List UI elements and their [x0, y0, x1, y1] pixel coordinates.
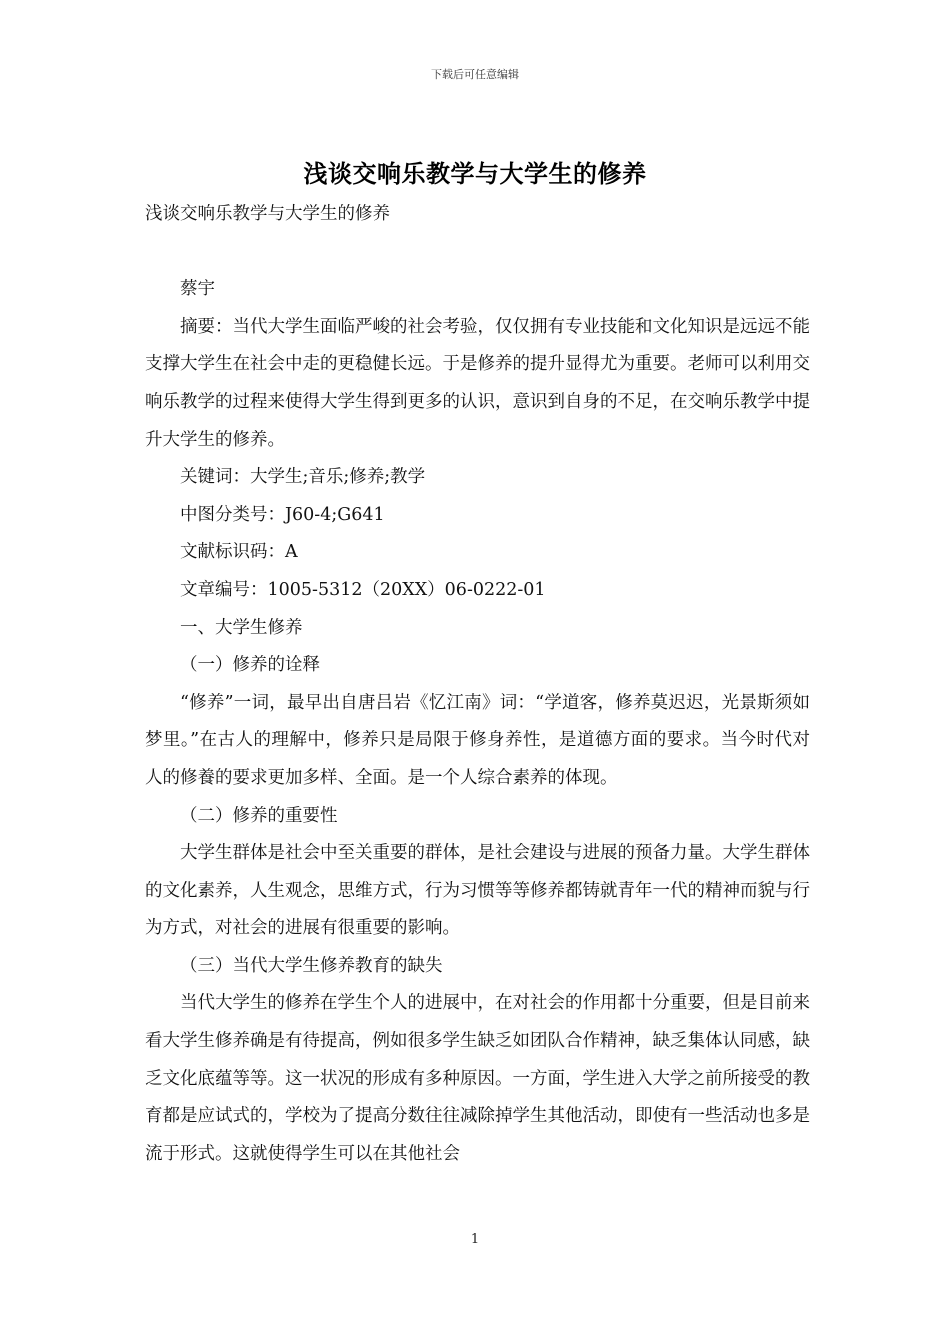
- document-subtitle: 浅谈交响乐教学与大学生的修养: [145, 204, 390, 224]
- abstract-paragraph: 摘要：当代大学生面临严峻的社会考验，仅仅拥有专业技能和文化知识是远远不能支撑大学生在社会中走的更稳健长远。于是修养的提升显得尤为重要。老师可以利用交响乐教学的过程来使得大学生得到更多的认识，意识到自身的不足，在交响乐教学中提升大学生的修养。: [145, 316, 810, 450]
- blank-line: [145, 234, 810, 272]
- subsection-heading-2: （二）修养的重要性: [180, 805, 338, 826]
- clc-number-line: 中图分类号：J60-4;G641: [180, 504, 385, 525]
- document-body: [145, 196, 810, 1173]
- subsection-body-2: 大学生群体是社会中至关重要的群体，是社会建设与进展的预备力量。大学生群体的文化素养，人生观念，思维方式，行为习惯等等修养都铸就青年一代的精神而貌与行为方式，对社会的进展有很重要的影响。: [145, 843, 810, 939]
- subsection-heading-3: （三）当代大学生修养教育的缺失: [180, 955, 443, 976]
- page-number: 1: [470, 1232, 480, 1247]
- header-note: 下载后可任意编辑: [431, 68, 519, 81]
- section-heading-1: 一、大学生修养: [180, 617, 303, 638]
- subsection-body-3: 当代大学生的修养在学生个人的进展中，在对社会的作用都十分重要，但是目前来看大学生修养确是有待提高，例如很多学生缺乏如团队合作精神，缺乏集体认同感，缺乏文化底蕴等等。这一状况的形成有多种原因。一方面，学生进入大学之前所接受的教育都是应试式的，学校为了提高分数往往减除掉学生其他活动，即使有一些活动也多是流于形式。这就使得学生可以在其他社会: [145, 993, 810, 1164]
- document-code-line: 文献标识码：A: [180, 542, 298, 563]
- document-title: 浅谈交响乐教学与大学生的修养: [303, 159, 647, 188]
- subsection-heading-1: （一）修养的诠释: [180, 655, 320, 676]
- article-number-line: 文章编号：1005-5312（20XX）06-0222-01: [180, 579, 546, 600]
- keywords-line: 关键词：大学生;音乐;修养;教学: [180, 467, 426, 488]
- subsection-body-1: “修养”一词，最早出自唐吕岩《忆江南》词：“学道客，修养莫迟迟，光景斯须如梦里。”在古人的理解中，修养只是局限于修身养性，是道德方面的要求。当今时代对人的修養的要求更加多样、全面。是一个人综合素养的体现。: [145, 692, 810, 788]
- author-name: 蔡宇: [180, 279, 215, 300]
